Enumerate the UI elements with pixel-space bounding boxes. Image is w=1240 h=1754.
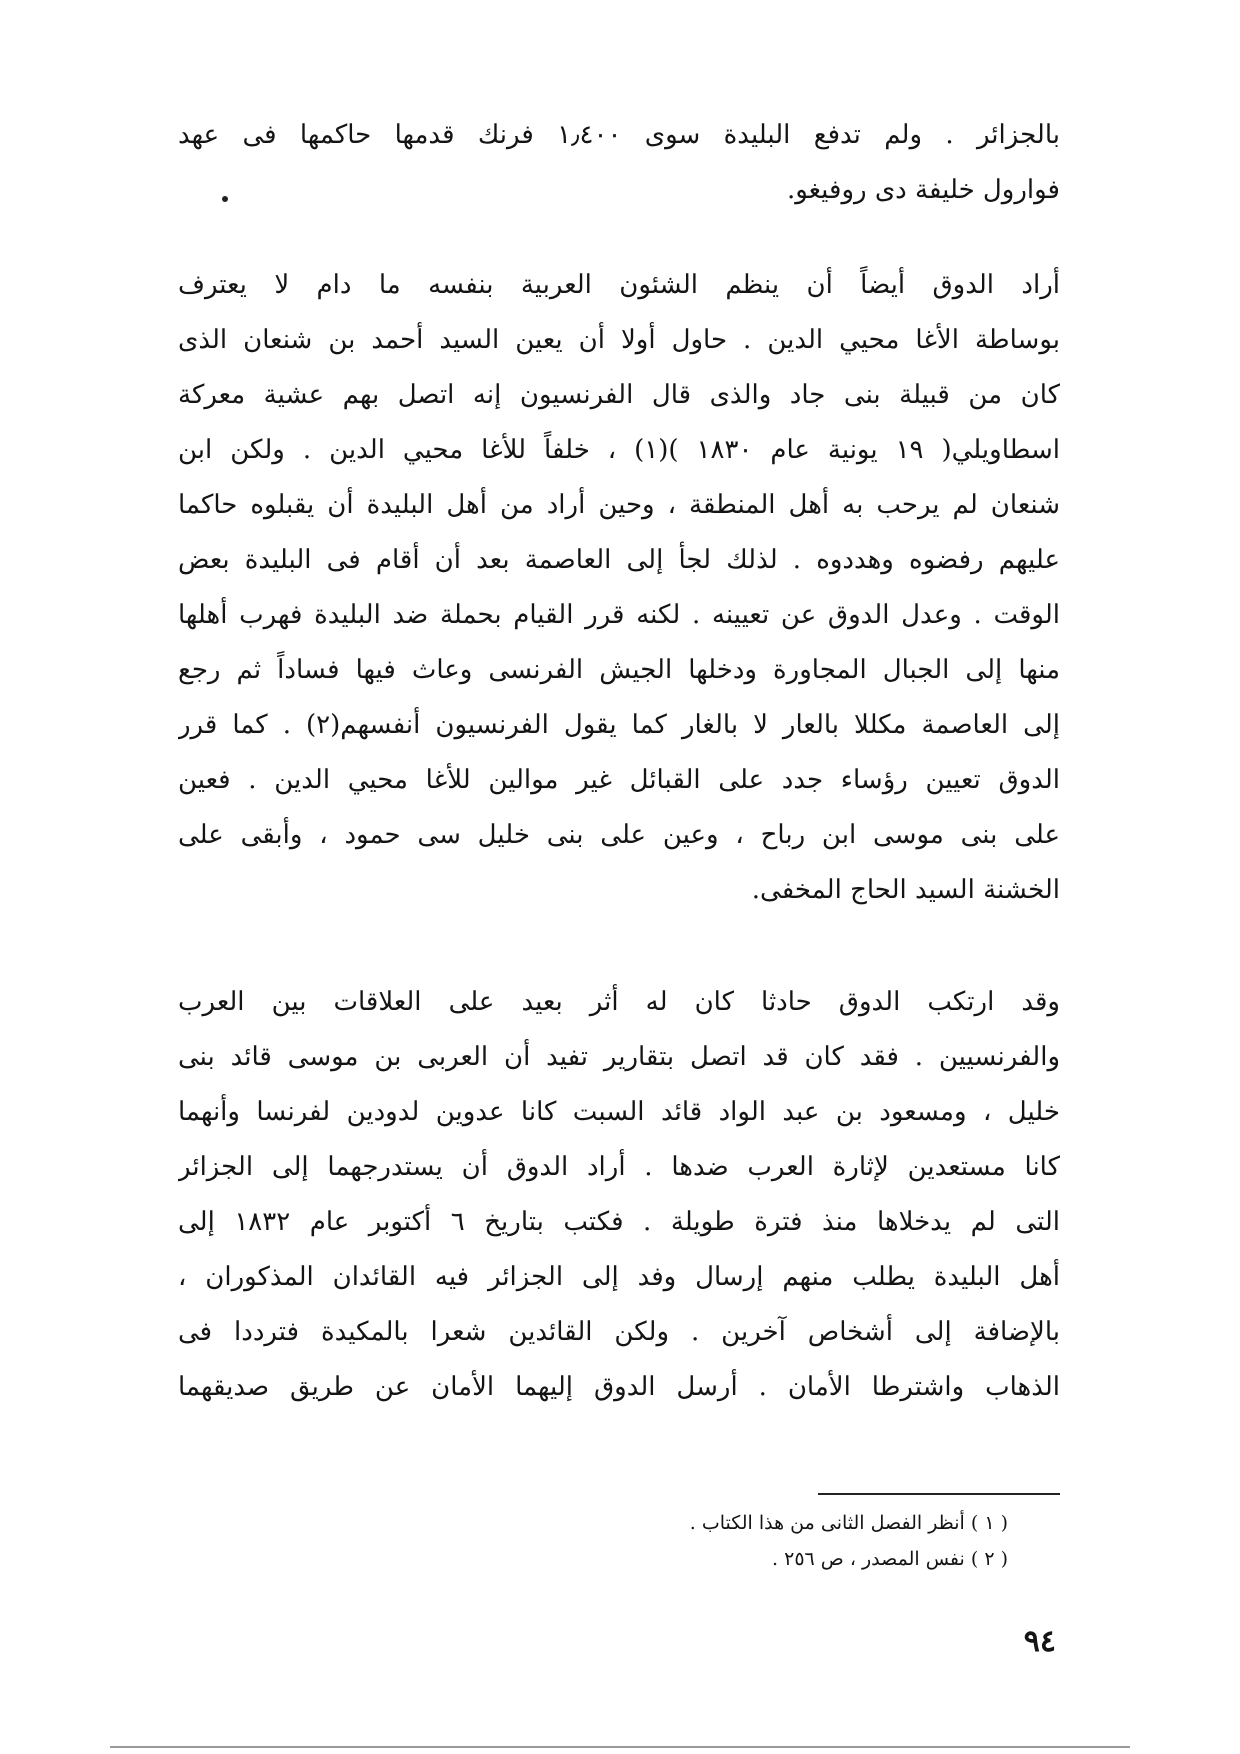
text-line: الذهاب واشترطا الأمان . أرسل الدوق إليهما الأمان عن طريق صديقهما bbox=[178, 1372, 1060, 1402]
text-line: الدوق تعيين رؤساء جدد على القبائل غير موالين للأغا محيي الدين . فعين bbox=[178, 765, 1060, 795]
paragraph-1 bbox=[178, 108, 1060, 218]
text-line: أهل البليدة يطلب منهم إرسال وفد إلى الجزائر فيه القائدان المذكوران ، bbox=[178, 1262, 1060, 1292]
footnotes bbox=[560, 1505, 1008, 1577]
page-number: ٩٤ bbox=[1023, 1624, 1056, 1659]
text-line: التى لم يدخلاها منذ فترة طويلة . فكتب بتاريخ ٦ أكتوبر عام ١٨٣٢ إلى bbox=[178, 1207, 1060, 1237]
text-line: بالجزائر . ولم تدفع البليدة سوى ١٫٤٠٠ فرنك قدمها حاكمها فى عهد bbox=[178, 120, 1060, 150]
text-line: فوارول خليفة دى روفيغو. bbox=[786, 175, 1060, 205]
text-line: كانا مستعدين لإثارة العرب ضدها . أراد الدوق أن يستدرجهما إلى الجزائر bbox=[178, 1152, 1060, 1182]
text-line: على بنى موسى ابن رباح ، وعين على بنى خليل سى حمود ، وأبقى على bbox=[178, 820, 1060, 850]
scan-speck bbox=[222, 196, 228, 202]
text-line: الخشنة السيد الحاج المخفى. bbox=[751, 875, 1060, 905]
page-bottom-divider bbox=[110, 1746, 1130, 1748]
text-line: اسطاويلي( ١٩ يونية عام ١٨٣٠ )(١) ، خلفاً للأغا محيي الدين . ولكن ابن bbox=[178, 435, 1060, 465]
text-line: وقد ارتكب الدوق حادثا كان له أثر بعيد على العلاقات بين العرب bbox=[178, 987, 1060, 1017]
text-line: أراد الدوق أيضاً أن ينظم الشئون العربية بنفسه ما دام لا يعترف bbox=[178, 270, 1060, 300]
paragraph-3 bbox=[178, 975, 1060, 1415]
text-line: إلى العاصمة مكللا بالعار لا بالغار كما يقول الفرنسيون أنفسهم(٢) . كما قرر bbox=[178, 710, 1060, 740]
text-line: كان من قبيلة بنى جاد والذى قال الفرنسيون إنه اتصل بهم عشية معركة bbox=[178, 380, 1060, 410]
footnote-divider bbox=[818, 1493, 1060, 1495]
paragraph-2 bbox=[178, 258, 1060, 918]
text-line: الوقت . وعدل الدوق عن تعيينه . لكنه قرر القيام بحملة ضد البليدة فهرب أهلها bbox=[178, 600, 1060, 630]
text-line: بالإضافة إلى أشخاص آخرين . ولكن القائدين شعرا بالمكيدة فترددا فى bbox=[178, 1317, 1060, 1347]
footnote-1: ( ١ ) أنظر الفصل الثانى من هذا الكتاب . bbox=[689, 1512, 1008, 1534]
text-line: عليهم رفضوه وهددوه . لذلك لجأ إلى العاصمة بعد أن أقام فى البليدة بعض bbox=[178, 545, 1060, 575]
text-line: والفرنسيين . فقد كان قد اتصل بتقارير تفيد أن العربى بن موسى قائد بنى bbox=[178, 1042, 1060, 1072]
text-line: خليل ، ومسعود بن عبد الواد قائد السبت كانا عدوين لدودين لفرنسا وأنهما bbox=[178, 1097, 1060, 1127]
footnote-2: ( ٢ ) نفس المصدر ، ص ٢٥٦ . bbox=[772, 1548, 1008, 1570]
text-line: بوساطة الأغا محيي الدين . حاول أولا أن يعين السيد أحمد بن شنعان الذى bbox=[178, 325, 1060, 355]
text-line: شنعان لم يرحب به أهل المنطقة ، وحين أراد من أهل البليدة أن يقبلوه حاكما bbox=[178, 490, 1060, 520]
text-line: منها إلى الجبال المجاورة ودخلها الجيش الفرنسى وعاث فيها فساداً ثم رجع bbox=[178, 655, 1060, 685]
